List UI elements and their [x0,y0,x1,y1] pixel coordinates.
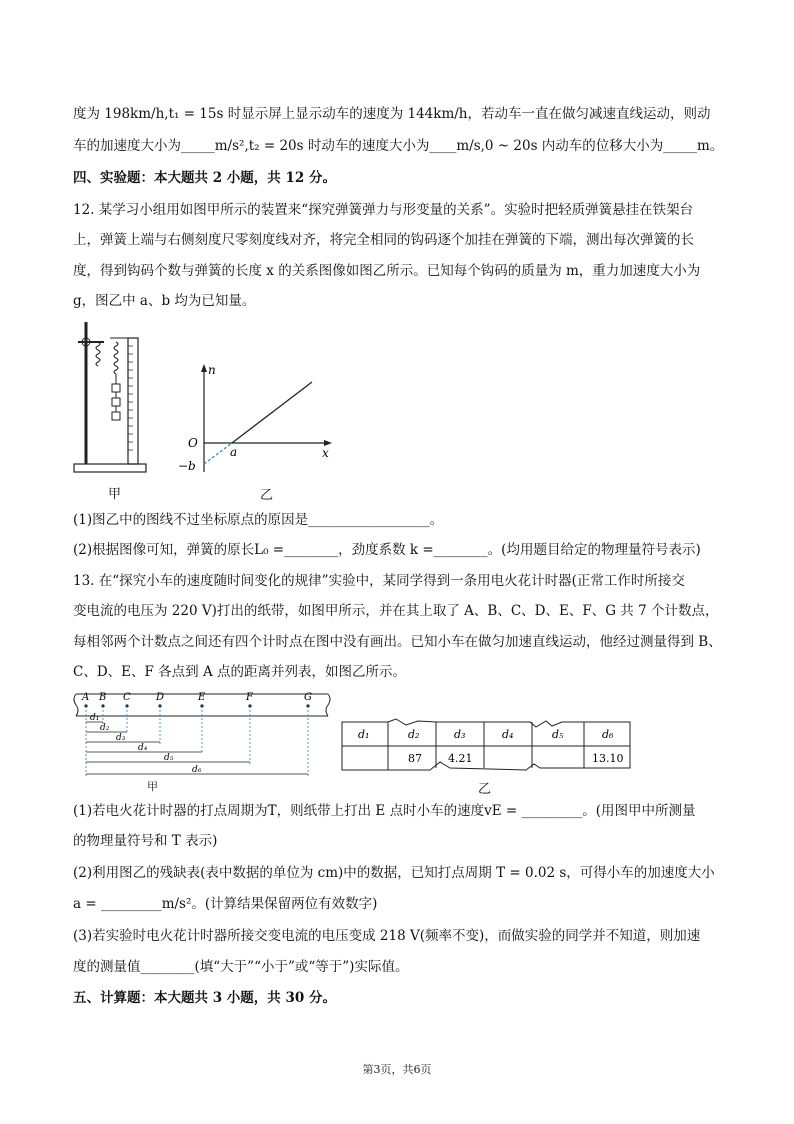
q13-sub2-line-1: (2)利用图乙的残缺表(表中数据的单位为 cm)中的数据，已知打点周期 T = 0.02 s，可得小车的加速度大小 [73,865,715,881]
graph-a-label: a [230,445,238,459]
q13-sub1-line-1: (1)若电火花计时器的打点周期为T，则纸带上打出 E 点时小车的速度vE = _________。(用图甲中所测量 [73,803,696,819]
tape-label-g: G [304,692,312,703]
tape-d3-label: d₃ [116,733,126,743]
table-header-d3: d₃ [454,728,466,741]
tape-label-c: C [123,692,131,703]
fig12-yi-caption: 乙 [260,488,274,503]
q12-sub2: (2)根据图像可知，弹簧的原长L₀ =________，劲度系数 k =________。(均用题目给定的物理量符号表示) [73,542,701,558]
q13-line-3: 每相邻两个计数点之间还有四个计时点在图中没有画出。已知小车在做匀加速直线运动，他经过测量得到 B、 [73,634,722,650]
tape-label-a: A [82,692,90,703]
q12-line-3: 度，得到钩码个数与弹簧的长度 x 的关系图像如图乙所示。已知每个钩码的质量为 m，重力加速度大小为 [73,263,701,279]
tape-d4-label: d₄ [138,743,148,753]
q13-line-4: C、D、E、F 各点到 A 点的距离并列表，如图乙所示。 [73,664,406,680]
paper-tape-figure [70,690,332,790]
tape-label-d: D [156,692,165,703]
q13-sub3-line-1: (3)若实验时电火花计时器所接交变电流的电压变成 218 V(频率不变)，而做实验的同学并不知道，则加速 [73,928,701,944]
section4-heading: 四、实验题：本大题共 2 小题，共 12 分。 [73,170,336,186]
q12-line-1: 12. 某学习小组用如图甲所示的装置来“探究弹簧弹力与形变量的关系”。实验时把轻质弹簧悬挂在铁架台 [73,202,694,218]
fig12-jia-caption: 甲 [108,487,122,502]
section5-heading: 五、计算题：本大题共 3 小题，共 30 分。 [73,990,336,1006]
q11-continuation-line-2: 车的加速度大小为_____m/s²,t₂ = 20s 时动车的速度大小为____m/s,0 ~ 20s 内动车的位移大小为_____m。 [73,138,724,154]
q13-line-2: 变电流的电压为 220 V)打出的纸带，如图甲所示，并在其上取了 A、B、C、D、E、F、G 共 7 个计数点， [73,603,719,619]
table-value-d3: 4.21 [448,752,473,765]
q11-continuation-line-1: 度为 198km/h,t₁ = 15s 时显示屏上显示动车的速度为 144km/h，若动车一直在做匀减速直线运动，则动 [73,106,711,122]
q13-sub2-line-2: a = _________m/s²。(计算结果保留两位有效数字) [73,896,378,912]
tape-d1-label: d₁ [90,713,100,723]
q12-sub1: (1)图乙中的图线不过坐标原点的原因是__________________。 [73,512,444,528]
q12-line-4: g，图乙中 a、b 均为已知量。 [73,293,256,309]
n-x-graph [172,360,342,480]
q13-line-1: 13. 在“探究小车的速度随时间变化的规律”实验中，某同学得到一条用电火花计时器(正常工作时所接交 [73,573,685,589]
table-header-d5: d₅ [552,728,564,741]
q13-sub1-line-2: 的物理量符号和 T 表示) [73,833,218,849]
table-value-d6: 13.10 [592,752,624,765]
table-header-d1: d₁ [358,728,370,741]
fig13-jia-caption: 甲 [147,780,158,793]
tape-label-e: E [198,692,206,703]
tape-d6-label: d₆ [192,765,202,775]
tape-d2-label: d₂ [100,723,110,733]
table-header-d2: d₂ [408,728,420,741]
q12-line-2: 上，弹簧上端与右侧刻度尺零刻度线对齐，将完全相同的钩码逐个加挂在弹簧的下端，测出每次弹簧的长 [73,232,694,248]
torn-data-table [340,718,636,774]
iron-stand-spring-figure [70,320,150,480]
fig13-yi-caption: 乙 [478,782,492,797]
tape-d5-label: d₅ [164,753,174,763]
graph-y-axis-label: n [208,363,216,377]
graph-x-axis-label: x [322,446,329,460]
table-header-d4: d₄ [502,728,514,741]
q13-sub3-line-2: 度的测量值________(填“大于”“小于”或“等于”)实际值。 [73,959,409,975]
tape-label-f: F [246,692,253,703]
table-header-d6: d₆ [602,728,614,741]
table-value-d2: 87 [408,752,422,765]
tape-label-b: B [99,692,107,703]
graph-b-label: −b [178,459,196,473]
page-number-footer: 第3页，共6页 [362,1063,432,1076]
graph-origin-label: O [188,436,198,450]
